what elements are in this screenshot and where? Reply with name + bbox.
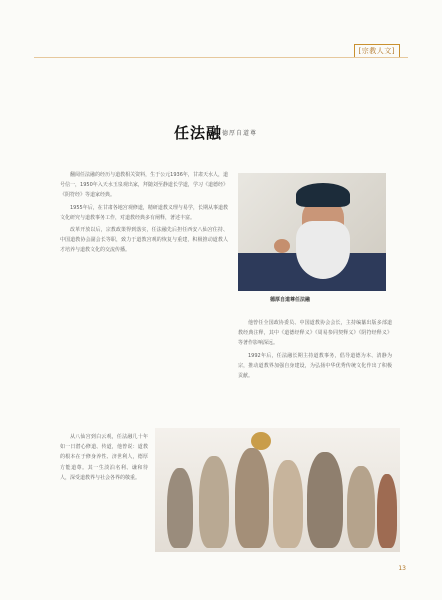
sculpture-photo: [155, 428, 400, 552]
sculpture-figure: [199, 456, 229, 548]
sculpture-figure: [235, 448, 269, 548]
article-title: 任法融: [174, 124, 223, 142]
photo-hand: [274, 239, 290, 253]
article-subtitle: 德厚自道尊: [222, 130, 258, 137]
body-column-left: [60, 170, 228, 258]
sculpture-figure: [273, 460, 303, 548]
paragraph: 翻阅任法融的经历与道教相关资料，生于公元1936年，甘肃天水人，道号信一，1950年入天水玉泉观出家，拜随刘至静道长学道，学习《道德经》《阴符经》等道家经典。: [60, 172, 228, 199]
paragraph: 1992年后，任法融长期主持道教事务，倡导道德为本、清静为宗，推动道教界加强自身建设，为弘扬中华优秀传统文化作出了积极贡献。: [238, 352, 392, 380]
sculpture-figure: [347, 466, 375, 548]
section-tag: [宗教人文]: [354, 44, 400, 58]
sculpture-figure: [167, 468, 193, 548]
paragraph: 1955年后，在甘肃各地宫观修道，精研道教义理与易学，长期从事道教文化研究与道教事务工作，对道教经典多有阐释，著述丰富。: [60, 204, 228, 221]
sculpture-figure: [377, 474, 397, 548]
photo-caption: 德厚自道尊任法融: [270, 297, 311, 303]
sculpture-ornament: [251, 432, 271, 450]
photo-hat: [296, 183, 350, 207]
paragraph: 他曾任全国政协委员、中国道教协会会长，主持编纂出版多部道教经典注释，其中《道德经释义》《周易参同契释义》《阴符经释义》等著作影响深远。: [238, 320, 392, 347]
paragraph: 从八仙宫到白云观，任法融几十年如一日潜心修道、传道，他曾说：道教的根本在于修身养性、济世利人，德厚方能道尊。其一生淡泊名利、谦和待人，深受道教界与社会各界的敬重。: [60, 434, 148, 481]
paragraph: 改革开放以后，宗教政策得到落实，任法融先后担任西安八仙宫住持、中国道教协会副会长等职，致力于道教宫观的恢复与重建，积极推动道教人才培养与道教文化的交流传播。: [60, 227, 228, 254]
body-column-left-lower: [60, 432, 148, 485]
portrait-photo: [238, 173, 386, 291]
header-rule: [34, 57, 408, 58]
sculpture-figure: [307, 452, 343, 548]
body-column-right: [238, 318, 392, 383]
photo-beard: [296, 221, 350, 279]
page-number: 13: [398, 565, 406, 572]
